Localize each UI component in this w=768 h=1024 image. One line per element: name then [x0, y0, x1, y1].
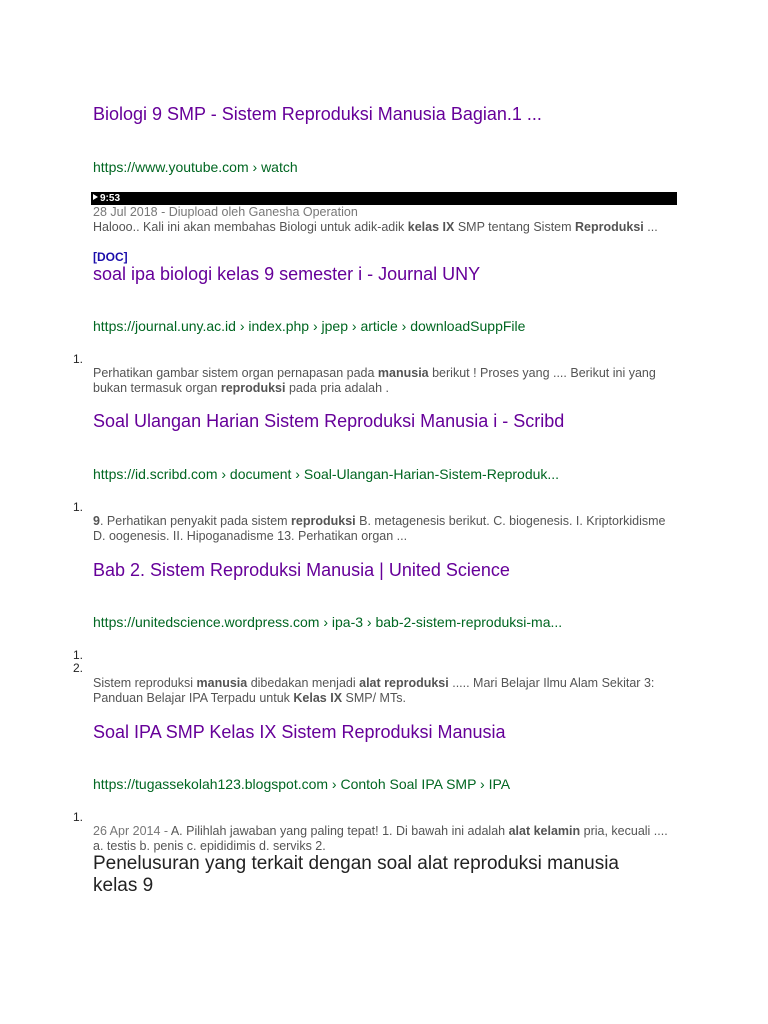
result-1-date: 28 Jul 2018 - Diupload oleh Ganesha Operation	[93, 205, 358, 219]
result-1-snippet-text: Halooo.. Kali ini akan membahas Biologi untuk adik-adik kelas IX SMP tentang Sistem Reproduksi ...	[93, 220, 658, 234]
result-3-snippet: 9. Perhatikan penyakit pada sistem reproduksi B. metagenesis berikut. C. biogenesis. I. Kriptorkidisme D. oogenesis. II. Hipoganadisme 13. Perhatikan organ ...	[93, 514, 666, 543]
doc-tag: [DOC]	[93, 250, 128, 264]
play-icon	[93, 194, 98, 200]
list-number: 1.	[73, 500, 84, 514]
result-2-title-link[interactable]: soal ipa biologi kelas 9 semester i - Journal UNY	[93, 264, 481, 284]
list-number: 1.	[73, 810, 84, 824]
result-3-url[interactable]: https://id.scribd.com › document › Soal-Ulangan-Harian-Sistem-Reproduk...	[93, 466, 560, 482]
list-number: 1.	[73, 352, 84, 366]
related-searches-heading: Penelusuran yang terkait dengan soal alat reproduksi manusia kelas 9	[93, 853, 619, 896]
result-1-url[interactable]: https://www.youtube.com › watch	[93, 159, 298, 175]
result-5-date: 26 Apr 2014 -	[93, 824, 169, 838]
result-5-title-link[interactable]: Soal IPA SMP Kelas IX Sistem Reproduksi Manusia	[93, 722, 506, 742]
list-number: 2.	[73, 661, 84, 675]
result-2-url[interactable]: https://journal.uny.ac.id › index.php › jpep › article › downloadSuppFile	[93, 318, 526, 334]
result-4-title-link[interactable]: Bab 2. Sistem Reproduksi Manusia | United Science	[93, 560, 510, 580]
result-1-snippet	[93, 205, 678, 235]
result-1-title-link[interactable]: Biologi 9 SMP - Sistem Reproduksi Manusia Bagian.1 ...	[93, 104, 542, 124]
result-5-url[interactable]: https://tugassekolah123.blogspot.com › Contoh Soal IPA SMP › IPA	[93, 776, 511, 792]
result-2-snippet: Perhatikan gambar sistem organ pernapasan pada manusia berikut ! Proses yang .... Berikut ini yang bukan termasuk organ reproduksi pada pria adalah .	[93, 366, 656, 395]
result-5-snippet: 26 Apr 2014 - A. Pilihlah jawaban yang paling tepat! 1. Di bawah ini adalah alat kelamin pria, kecuali .... a. testis b. penis c. epididimis d. serviks 2.	[93, 824, 668, 853]
result-4-snippet: Sistem reproduksi manusia dibedakan menjadi alat reproduksi ..... Mari Belajar Ilmu Alam Sekitar 3: Panduan Belajar IPA Terpadu untuk Kelas IX SMP/ MTs.	[93, 676, 655, 705]
result-3-title-link[interactable]: Soal Ulangan Harian Sistem Reproduksi Manusia i - Scribd	[93, 411, 565, 431]
video-duration-bar[interactable]	[91, 192, 677, 205]
result-4-url[interactable]: https://unitedscience.wordpress.com › ipa-3 › bab-2-sistem-reproduksi-ma...	[93, 614, 563, 630]
list-number: 1.	[73, 648, 84, 662]
video-duration: 9:53	[100, 193, 121, 204]
